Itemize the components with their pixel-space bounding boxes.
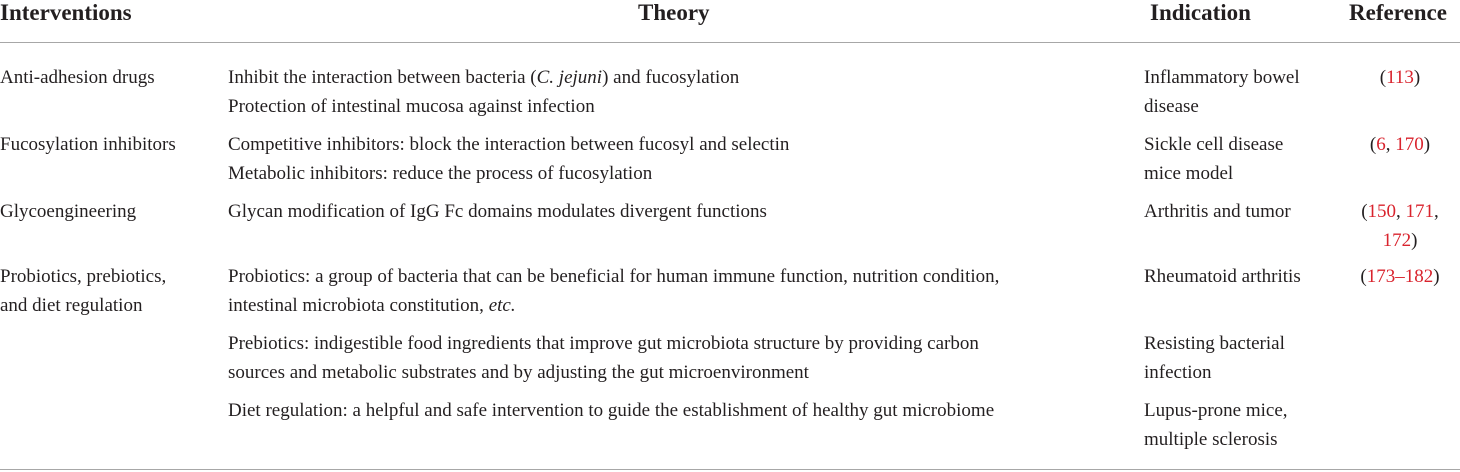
- header-indication: Indication: [1150, 0, 1251, 25]
- reference-punct: (: [1379, 67, 1387, 88]
- indication-cell: Inflammatory bowel: [1144, 67, 1300, 88]
- theory-cell: Competitive inhibitors: block the interaction between fucosyl and selectin: [228, 134, 790, 155]
- reference-cell: [1345, 63, 1455, 92]
- reference-punct: ): [1413, 67, 1421, 88]
- reference-punct: ): [1411, 230, 1418, 251]
- indication-cell: infection: [1144, 362, 1212, 383]
- indication-cell: Resisting bacterial: [1144, 333, 1285, 354]
- header-theory: Theory: [638, 0, 710, 25]
- theory-text: ) and fucosylation: [602, 67, 740, 88]
- theory-cell: [228, 63, 739, 92]
- reference-link[interactable]: 173–182: [1366, 266, 1434, 287]
- theory-italic-text: etc.: [488, 295, 516, 316]
- theory-cell: Glycan modification of IgG Fc domains modulates divergent functions: [228, 201, 767, 222]
- reference-punct: (: [1360, 266, 1367, 287]
- reference-punct: ,: [1434, 201, 1439, 222]
- intervention-cell: Fucosylation inhibitors: [0, 134, 176, 155]
- theory-cell: Diet regulation: a helpful and safe intervention to guide the establishment of healthy gut microbiome: [228, 400, 995, 421]
- reference-cell: [1345, 197, 1455, 226]
- header-reference: Reference: [1349, 0, 1447, 25]
- theory-cell: [228, 291, 516, 320]
- reference-punct: (: [1361, 201, 1368, 222]
- theory-text: intestinal microbiota constitution,: [228, 295, 489, 316]
- reference-punct: ,: [1396, 201, 1406, 222]
- theory-cell: sources and metabolic substrates and by adjusting the gut microenvironment: [228, 362, 809, 383]
- intervention-cell: Glycoengineering: [0, 201, 137, 222]
- indication-cell: Sickle cell disease: [1144, 134, 1284, 155]
- reference-link[interactable]: 172: [1382, 230, 1412, 251]
- reference-cell: [1345, 226, 1455, 255]
- reference-punct: (: [1369, 134, 1377, 155]
- theory-italic-text: C. jejuni: [536, 67, 603, 88]
- bottom-rule: [0, 469, 1460, 470]
- theory-cell: Prebiotics: indigestible food ingredients that improve gut microbiota structure by providing carbon: [228, 333, 979, 354]
- indication-cell: disease: [1144, 96, 1199, 117]
- theory-cell: Metabolic inhibitors: reduce the process of fucosylation: [228, 163, 653, 184]
- indication-cell: multiple sclerosis: [1144, 429, 1278, 450]
- theory-cell: Probiotics: a group of bacteria that can be beneficial for human immune function, nutrition condition,: [228, 266, 1000, 287]
- header-rule: [0, 42, 1460, 43]
- intervention-cell: Anti-adhesion drugs: [0, 67, 155, 88]
- reference-punct: ): [1423, 134, 1431, 155]
- indication-cell: Lupus-prone mice,: [1144, 400, 1288, 421]
- reference-cell: [1345, 130, 1455, 159]
- intervention-cell: and diet regulation: [0, 295, 143, 316]
- reference-punct: ,: [1385, 134, 1396, 155]
- reference-link[interactable]: 150: [1367, 201, 1397, 222]
- header-interventions: Interventions: [0, 0, 132, 25]
- reference-link[interactable]: 170: [1395, 134, 1424, 155]
- theory-cell: Protection of intestinal mucosa against infection: [228, 96, 595, 117]
- reference-link[interactable]: 171: [1405, 201, 1435, 222]
- intervention-cell: Probiotics, prebiotics,: [0, 266, 167, 287]
- indication-cell: Arthritis and tumor: [1144, 201, 1291, 222]
- theory-text: Inhibit the interaction between bacteria (: [228, 67, 537, 88]
- reference-link[interactable]: 6: [1376, 134, 1386, 155]
- reference-link[interactable]: 113: [1386, 67, 1414, 88]
- reference-punct: ): [1433, 266, 1440, 287]
- reference-cell: [1345, 262, 1455, 291]
- indication-cell: Rheumatoid arthritis: [1144, 266, 1301, 287]
- indication-cell: mice model: [1144, 163, 1234, 184]
